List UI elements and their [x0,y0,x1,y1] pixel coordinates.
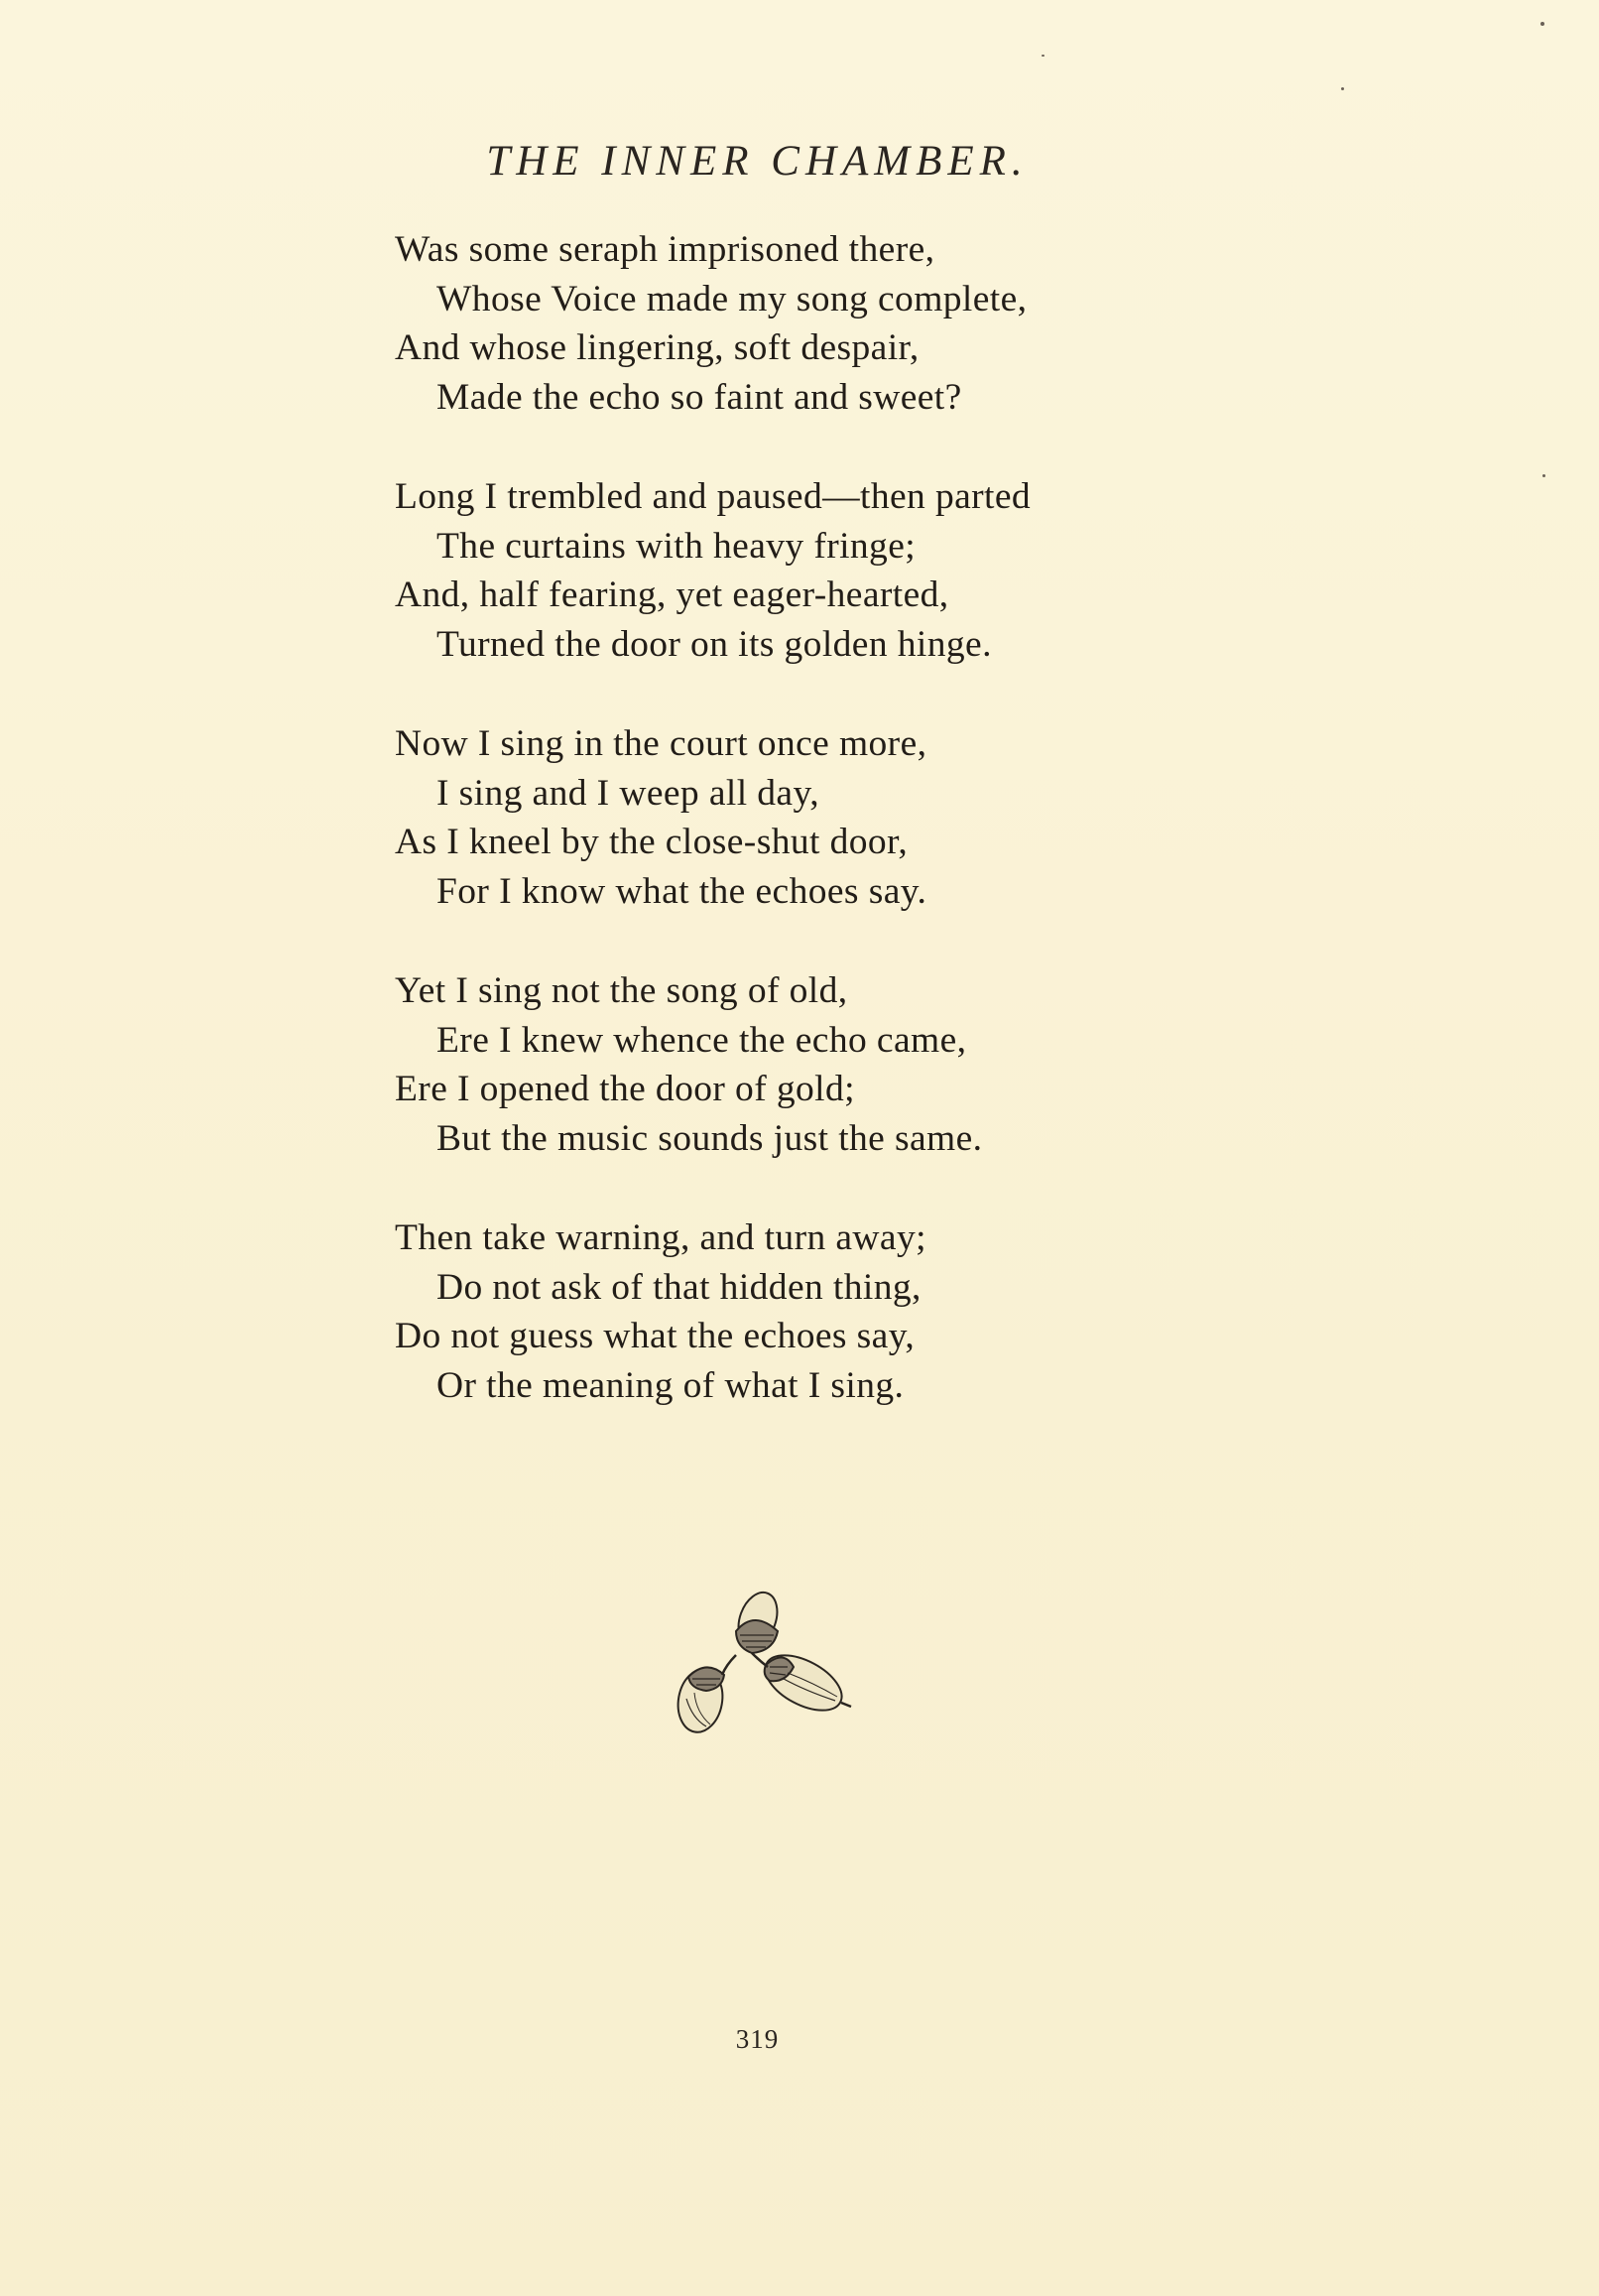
poem-line: Then take warning, and turn away; [395,1217,926,1258]
poem-line: And, half fearing, yet eager-hearted, [395,574,949,615]
dust-speck [1542,474,1545,477]
poem-line: Long I trembled and paused—then parted [395,476,1032,517]
poem-line: Made the echo so faint and sweet? [436,376,962,418]
page-number: 319 [735,2024,780,2054]
poem-line: I sing and I weep all day, [436,772,819,814]
poem-line: But the music sounds just the same. [436,1117,983,1159]
stanza-3 [395,719,1168,916]
poem-line: Turned the door on its golden hinge. [436,623,992,665]
poem-line: Do not ask of that hidden thing, [436,1266,922,1308]
stanza-1 [395,225,1168,422]
poem-line: Ere I knew whence the echo came, [436,1019,967,1061]
poem-line: Was some seraph imprisoned there, [395,229,935,270]
poem-line: As I kneel by the close-shut door, [395,822,909,862]
poem-line: Or the meaning of what I sing. [436,1364,905,1406]
running-head: THE INNER CHAMBER. [486,138,1029,185]
poem [395,225,1168,1461]
dust-speck [1042,55,1045,57]
stanza-5 [395,1213,1168,1410]
poem-line: Whose Voice made my song complete, [436,278,1028,319]
stanza-4 [395,966,1168,1163]
dust-speck [1341,87,1344,90]
poem-line: Now I sing in the court once more, [395,723,927,764]
poem-line: Do not guess what the echoes say, [395,1316,916,1356]
stanza-2 [395,472,1168,669]
poem-line: For I know what the echoes say. [436,870,927,912]
dust-speck [1540,22,1544,26]
acorns-icon [667,1580,855,1748]
poem-line: Yet I sing not the song of old, [395,970,848,1011]
poem-line: Ere I opened the door of gold; [395,1069,855,1109]
poem-line: And whose lingering, soft despair, [395,327,920,368]
poem-line: The curtains with heavy fringe; [436,525,917,567]
